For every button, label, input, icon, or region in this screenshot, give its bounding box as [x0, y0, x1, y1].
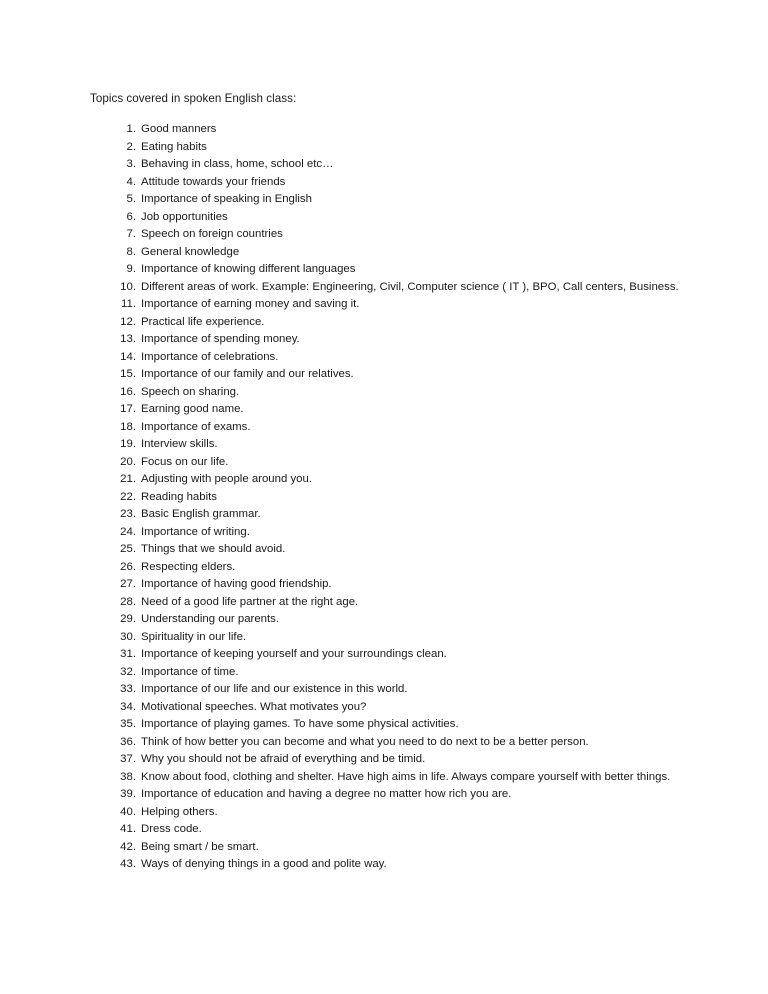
list-item-text: Basic English grammar. — [141, 508, 261, 520]
list-item-text: Job opportunities — [141, 210, 228, 223]
list-item-text: Interview skills. — [141, 438, 218, 450]
list-item — [0, 541, 768, 559]
list-item-text: Helping others. — [141, 805, 218, 818]
list-item-number: 26. — [120, 560, 136, 573]
list-item-text: Importance of our family and our relatives. — [141, 368, 354, 380]
list-item-text: Think of how better you can become and what you need to do next to be a better person. — [141, 735, 589, 748]
list-item-number: 2. — [126, 140, 136, 153]
list-item — [0, 786, 768, 804]
list-item-text: Good manners — [141, 123, 217, 135]
list-item-number: 15. — [120, 368, 136, 380]
list-item-number: 11. — [121, 298, 136, 310]
list-item-number: 30. — [120, 630, 136, 643]
list-item-text: Respecting elders. — [141, 560, 236, 573]
list-item-text: Understanding our parents. — [141, 613, 280, 625]
list-item-number: 36. — [120, 735, 136, 748]
list-item-number: 39. — [120, 788, 136, 800]
list-item — [0, 646, 768, 664]
list-item-text: Importance of our life and our existence in this world. — [141, 683, 408, 695]
list-item-text: Importance of spending money. — [141, 333, 300, 345]
document-heading: Topics covered in spoken English class: — [90, 92, 297, 105]
list-item — [0, 454, 768, 472]
list-item-number: 25. — [120, 543, 136, 555]
list-item — [0, 576, 768, 594]
list-item-text: General knowledge — [141, 245, 240, 258]
list-item-number: 27. — [120, 578, 136, 590]
list-item-text: Dress code. — [141, 823, 202, 835]
list-item-number: 4. — [126, 175, 136, 188]
list-item-text: Focus on our life. — [141, 455, 229, 468]
list-item — [0, 261, 768, 279]
list-item-text: Spirituality in our life. — [141, 630, 247, 643]
list-item-number: 43. — [120, 858, 136, 870]
list-item-text: Why you should not be afraid of everything and be timid. — [141, 753, 426, 765]
list-item-number: 17. — [120, 403, 136, 415]
list-item-text: Speech on foreign countries — [141, 228, 283, 240]
list-item — [0, 436, 768, 454]
list-item — [0, 279, 768, 297]
list-item-number: 23. — [120, 508, 136, 520]
list-item-text: Motivational speeches. What motivates you? — [141, 700, 367, 713]
list-item — [0, 524, 768, 542]
list-item — [0, 839, 768, 857]
list-item — [0, 769, 768, 787]
list-item-number: 3. — [126, 158, 136, 170]
list-item-number: 5. — [126, 193, 136, 205]
list-item — [0, 296, 768, 314]
list-item-number: 28. — [120, 595, 136, 608]
list-item — [0, 506, 768, 524]
list-item-text: Importance of earning money and saving it. — [141, 298, 360, 310]
list-item — [0, 384, 768, 402]
list-item-number: 6. — [126, 210, 136, 223]
list-item-number: 21. — [120, 473, 136, 485]
list-item-number: 13. — [120, 333, 136, 345]
list-item-text: Adjusting with people around you. — [141, 473, 312, 485]
list-item — [0, 681, 768, 699]
list-item — [0, 419, 768, 437]
list-item-number: 32. — [120, 665, 136, 678]
list-item — [0, 804, 768, 822]
list-item-number: 14. — [120, 350, 136, 363]
list-item — [0, 156, 768, 174]
topic-list — [0, 121, 768, 874]
list-item-text: Speech on sharing. — [141, 385, 240, 398]
list-item — [0, 856, 768, 874]
list-item-number: 18. — [120, 420, 136, 433]
list-item-number: 19. — [120, 438, 136, 450]
list-item — [0, 594, 768, 612]
list-item-number: 16. — [120, 385, 136, 398]
list-item-text: Importance of playing games. To have some physical activities. — [141, 718, 459, 730]
list-item-number: 37. — [120, 753, 136, 765]
list-item-text: Importance of having good friendship. — [141, 578, 332, 590]
list-item — [0, 751, 768, 769]
list-item — [0, 664, 768, 682]
list-item-number: 22. — [120, 490, 136, 503]
list-item-text: Earning good name. — [141, 403, 244, 415]
list-item-text: Know about food, clothing and shelter. Have high aims in life. Always compare yourself with better things. — [141, 770, 671, 783]
list-item — [0, 209, 768, 227]
list-item-number: 10. — [120, 280, 136, 293]
list-item — [0, 314, 768, 332]
list-item-text: Importance of exams. — [141, 420, 251, 433]
list-item-text: Ways of denying things in a good and polite way. — [141, 858, 387, 870]
list-item-number: 12. — [120, 315, 136, 328]
list-item-number: 8. — [126, 245, 136, 258]
list-item-text: Importance of time. — [141, 665, 239, 678]
list-item-text: Attitude towards your friends — [141, 175, 286, 188]
list-item-number: 34. — [120, 700, 136, 713]
list-item — [0, 629, 768, 647]
list-item-text: Importance of keeping yourself and your surroundings clean. — [141, 648, 447, 660]
list-item-text: Things that we should avoid. — [141, 543, 286, 555]
list-item-text: Being smart / be smart. — [141, 840, 259, 853]
list-item-number: 9. — [126, 263, 136, 275]
list-item-text: Importance of knowing different languages — [141, 263, 356, 275]
list-item-number: 24. — [120, 525, 136, 538]
list-item — [0, 821, 768, 839]
list-item — [0, 121, 768, 139]
list-item-number: 40. — [120, 805, 136, 818]
list-item-text: Importance of education and having a degree no matter how rich you are. — [141, 788, 512, 800]
list-item-number: 41. — [120, 823, 136, 835]
list-item-number: 7. — [126, 228, 136, 240]
list-item — [0, 139, 768, 157]
list-item — [0, 366, 768, 384]
list-item-number: 35. — [120, 718, 136, 730]
list-item — [0, 734, 768, 752]
list-item — [0, 489, 768, 507]
list-item-number: 31. — [120, 648, 136, 660]
list-item — [0, 611, 768, 629]
list-item-text: Importance of writing. — [141, 525, 250, 538]
list-item — [0, 559, 768, 577]
list-item — [0, 226, 768, 244]
list-item-number: 29. — [120, 613, 136, 625]
list-item-number: 20. — [120, 455, 136, 468]
list-item-text: Importance of speaking in English — [141, 193, 312, 205]
list-item-text: Need of a good life partner at the right age. — [141, 595, 359, 608]
list-item — [0, 191, 768, 209]
list-item — [0, 471, 768, 489]
list-item-number: 33. — [120, 683, 136, 695]
list-item-text: Behaving in class, home, school etc… — [141, 158, 334, 170]
list-item — [0, 699, 768, 717]
list-item-number: 38. — [120, 770, 136, 783]
list-item — [0, 349, 768, 367]
list-item — [0, 244, 768, 262]
list-item — [0, 716, 768, 734]
list-item — [0, 401, 768, 419]
list-item-text: Different areas of work. Example: Engineering, Civil, Computer science ( IT ), BPO, Call centers, Business. — [141, 280, 679, 293]
list-item — [0, 331, 768, 349]
list-item-number: 1. — [126, 123, 136, 135]
list-item-number: 42. — [120, 840, 136, 853]
list-item-text: Importance of celebrations. — [141, 350, 279, 363]
list-item-text: Reading habits — [141, 490, 217, 503]
list-item — [0, 174, 768, 192]
list-item-text: Eating habits — [141, 140, 207, 153]
list-item-text: Practical life experience. — [141, 315, 265, 328]
